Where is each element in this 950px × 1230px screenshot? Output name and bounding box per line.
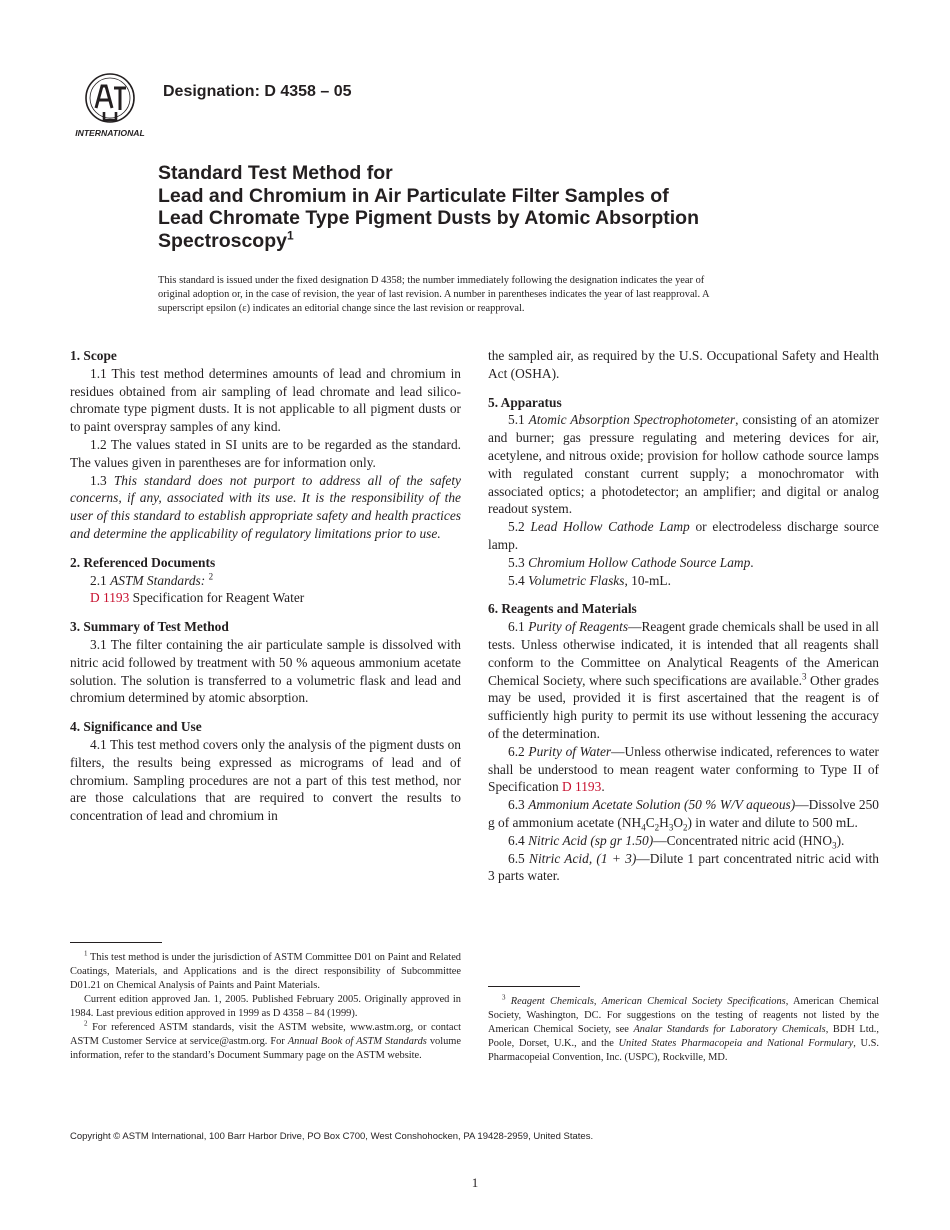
formula-sub-2b: 2 (682, 822, 688, 833)
para-1-3-text: This standard does not purport to address all of the safety concerns, if any, associated with its use. It is the responsibility of the user of this standard to establish appropriate safety and health practices and determine the applicability of regulatory limitations prior to use. (70, 472, 461, 541)
footnote-3-text-b: , BDH Ltd., Poole, Dorset, U.K., and the (488, 1024, 879, 1049)
footnote-1-ref: 1 (84, 949, 88, 958)
section-1-heading: 1. Scope (70, 348, 117, 363)
preface-line-1: This standard is issued under the fixed designation D 4358; the number immediately following the designation indicates the year of (158, 275, 705, 286)
title-line-3: Lead Chromate Type Pigment Dusts by Atomic Absorption (158, 207, 700, 229)
document-title (158, 162, 898, 252)
para-6-3 (488, 796, 879, 832)
title-line-1: Standard Test Method for (158, 162, 393, 184)
para-6-3-text-b: ) in water and dilute to 500 mL. (687, 814, 858, 830)
formula-h: H (659, 814, 669, 830)
para-6-5 (488, 850, 879, 886)
footnote-1-text: This test method is under the jurisdiction of ASTM Committee D01 on Paint and Related Coatings, Materials, and Applications and is the direct responsibility of Subcommittee D01.21 on Chemical Analysis of Paints and Paint Materials. (70, 952, 461, 991)
para-6-4-text-a: —Concentrated nitric acid (HNO (653, 832, 833, 848)
footnote-3 (488, 995, 879, 1065)
para-5-3-text: . (750, 554, 754, 570)
astm-logo-icon (68, 72, 152, 140)
para-6-1 (488, 618, 879, 743)
para-6-1-term: Purity of Reagents (528, 619, 629, 635)
para-6-1-text-a: —Reagent grade chemicals shall be used in all tests. Unless otherwise indicated, it is intended that all reagents shall conform to the Committee on Analytical Reagents of the American Chemical Society, where such specifications are available. (488, 619, 879, 688)
section-5-heading: 5. Apparatus (488, 394, 562, 410)
footnote-2-text-a: For referenced ASTM standards, visit the ASTM website, www.astm.org, or contact ASTM Customer Service at service@astm.org. For (70, 1022, 461, 1047)
title-line-4 (158, 230, 898, 253)
left-column (70, 347, 461, 825)
para-6-4 (488, 832, 879, 850)
ref-d1193 (70, 589, 461, 607)
right-column (488, 347, 879, 885)
para-6-1-text-b: Other grades may be used, provided it is first ascertained that the reagent is of sufficiently high purity to permit its use without lessening the accuracy of the determination. (488, 672, 879, 741)
para-6-3-num: 6.3 (508, 797, 525, 813)
para-5-2-num: 5.2 (508, 519, 525, 535)
d1193-link[interactable]: D 1193 (90, 590, 130, 606)
preface-note (158, 274, 886, 316)
page-number: 1 (471, 1175, 479, 1190)
para-5-2 (488, 518, 879, 554)
copyright-notice: Copyright © ASTM International, 100 Barr Harbor Drive, PO Box C700, West Conshohocken, PA 19428-2959, United States. (70, 1131, 594, 1142)
footnote-3-italic-1: Reagent Chemicals, American Chemical Society Specifications (510, 996, 786, 1007)
preface-line-2: original adoption or, in the case of revision, the year of last revision. A number in parentheses indicates the year of last reapproval. A (158, 289, 710, 300)
footnote-3-text-c: , U.S. Pharmacopeial Convention, Inc. (USPC), Rockville, MD. (488, 1038, 879, 1063)
para-2-1-text: ASTM Standards: (110, 572, 206, 588)
para-2-1 (70, 572, 461, 590)
footnotes-right (488, 986, 879, 1065)
para-1-3-num: 1.3 (90, 472, 107, 488)
para-5-2-text: or electrodeless discharge source lamp. (488, 519, 879, 552)
logo-text-international: INTERNATIONAL (75, 128, 145, 138)
formula-sub-4: 4 (641, 822, 646, 833)
section-3-heading: 3. Summary of Test Method (70, 619, 229, 635)
para-5-3-term: Chromium Hollow Cathode Source Lamp (528, 554, 751, 570)
para-6-5-num: 6.5 (508, 850, 525, 866)
para-4-1-continued: the sampled air, as required by the U.S. Occupational Safety and Health Act (OSHA). (488, 348, 879, 381)
para-6-4-text-b: ). (836, 832, 845, 848)
para-6-4-term: Nitric Acid (sp gr 1.50) (528, 832, 654, 848)
footnotes-left (70, 942, 461, 1063)
title-footnote-ref: 1 (286, 228, 294, 242)
footnote-3-italic-3: United States Pharmacopeia and National Formulary (618, 1038, 854, 1049)
para-1-2: 1.2 The values stated in SI units are to be regarded as the standard. The values given in parentheses are for information only. (70, 436, 461, 470)
footnote-1 (70, 951, 461, 993)
para-6-2-term: Purity of Water (528, 743, 612, 759)
para-5-4-text: , 10-mL. (624, 572, 671, 588)
footnote-2-italic: Annual Book of ASTM Standards (287, 1036, 427, 1047)
para-5-4 (488, 572, 879, 590)
para-3-1: 3.1 The filter containing the air particulate sample is dissolved with nitric acid followed by treatment with 50 % aqueous ammonium acetate solution. The solution is transferred to a volumetric flask and lead and chromium determined by atomic absorption. (70, 636, 461, 706)
d1193-title: Specification for Reagent Water (132, 590, 305, 606)
footnote-3-italic-2: Analar Standards for Laboratory Chemicals (633, 1024, 826, 1035)
para-5-1 (488, 411, 879, 518)
para-5-1-term: Atomic Absorption Spectrophotometer (528, 412, 736, 428)
para-1-1: 1.1 This test method determines amounts of lead and chromium in residues obtained from air sampling of lead chromate and lead silico-chromate type pigment dusts. It is not applicable to all pigment dusts or to paint overspray samples of any kind. (70, 365, 461, 435)
title-line-4-text: Spectroscopy (158, 229, 287, 252)
para-5-3-num: 5.3 (508, 554, 525, 570)
para-2-1-num: 2.1 (90, 572, 107, 588)
footnote-3-text-a: , American Chemical Society, Washington, DC. For suggestions on the testing of reagents not listed by the American Chemical Society, see (488, 996, 879, 1035)
para-6-4-num: 6.4 (508, 832, 525, 848)
astm-logo (68, 72, 152, 140)
d1193-link-2[interactable]: D 1193 (562, 779, 602, 795)
para-5-2-term: Lead Hollow Cathode Lamp (530, 519, 690, 535)
para-6-3-text-a: —Dissolve 250 g of ammonium acetate (NH (488, 797, 879, 830)
para-6-3-term: Ammonium Acetate Solution (50 % W/V aqueous) (528, 797, 796, 813)
footnote-2-text-b: volume information, refer to the standard’s Document Summary page on the ASTM website. (70, 1036, 461, 1061)
para-5-3 (488, 554, 879, 572)
title-line-2: Lead and Chromium in Air Particulate Filter Samples of (158, 184, 669, 207)
section-2-heading: 2. Referenced Documents (70, 554, 216, 570)
formula-o: O (673, 814, 683, 830)
footnote-2 (70, 1021, 461, 1063)
para-5-4-num: 5.4 (508, 572, 525, 588)
preface-line-3: superscript epsilon (ε) indicates an editorial change since the last revision or reapproval. (158, 303, 525, 314)
para-2-1-ref: 2 (208, 571, 214, 582)
section-4-heading: 4. Significance and Use (70, 719, 202, 735)
section-6-heading: 6. Reagents and Materials (488, 601, 637, 617)
para-5-1-num: 5.1 (508, 412, 525, 428)
formula-sub-3b: 3 (832, 840, 837, 851)
para-6-5-term: Nitric Acid, (1 + 3) (529, 850, 637, 866)
footnote-2-ref: 2 (84, 1019, 88, 1028)
para-6-5-text: —Dilute 1 part concentrated nitric acid with 3 parts water. (488, 850, 879, 884)
para-4-1: 4.1 This test method covers only the analysis of the pigment dusts on filters, the results being expressed as micrograms of lead and of chromium. Sampling procedures are not a part of this test method, nor are those calculations that are required to convert the results to concentration of lead and chromium in (70, 736, 461, 824)
formula-sub-3: 3 (668, 822, 674, 833)
para-6-1-num: 6.1 (508, 619, 525, 635)
para-5-1-text: , consisting of an atomizer and burner; gas pressure regulating and metering devices for air, acetylene, and nitrous oxide; provision for hollow cathode source lamps with regulated constant current supply; a monochromator with associated optics; a photodetector; an amplifier; and digital or analog readout system. (488, 412, 879, 517)
footnote-3-ref: 3 (502, 993, 506, 1002)
formula-c: C (645, 814, 655, 830)
para-5-4-term: Volumetric Flasks (528, 572, 625, 588)
para-1-3 (70, 472, 461, 543)
para-6-2 (488, 743, 879, 796)
footnote-1-edition: Current edition approved Jan. 1, 2005. Published February 2005. Originally approved in 1984. Last previous edition approved in 1999 as D 4358 – 84 (1999). (70, 994, 461, 1019)
para-6-2-end: . (601, 779, 605, 795)
para-6-1-ref: 3 (802, 671, 807, 682)
designation: Designation: D 4358 – 05 (163, 83, 352, 100)
para-6-2-text: —Unless otherwise indicated, references to water shall be understood to mean reagent water conforming to Type II of Specification (488, 743, 879, 795)
formula-sub-2: 2 (654, 822, 660, 833)
para-6-2-num: 6.2 (508, 743, 525, 759)
